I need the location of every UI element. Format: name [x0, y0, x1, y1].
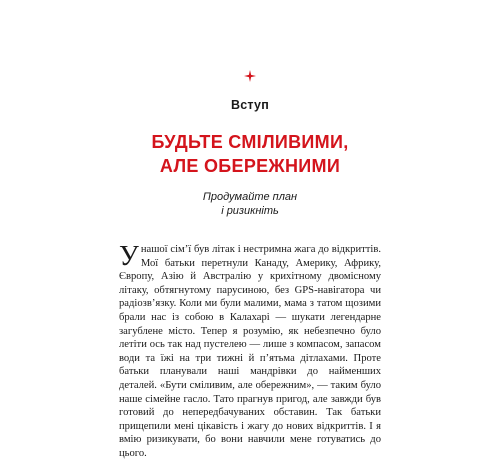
- body-text: [119, 243, 381, 461]
- star-ornament-icon: [244, 70, 256, 82]
- chapter-title: [0, 130, 500, 178]
- chapter-subtitle-line-2: і ризикніть: [221, 204, 279, 217]
- body-paragraph-text: нашої сім’ї був літак і нестримна жага до відкриттів. Мої батьки перетнули Канаду, Америку, Африку, Європу, Азію й Австралію у крихітному двомісному літаку, обтягнутому парусиною, без GPS-навігатора чи радіозв’язку. Коли ми були малими, мама з татом щозими брали нас із собою в Калахарі — шукати легендарне загублене місто. Тепер я розумію, як небезпечно було летіти ось так над пустелею — лише з компасом, запасом води та їжі на три тижні й п’ятьма дітлахами. Проте батьки планували наші мандрівки до найменших деталей. «Бути сміливим, але обережним», — таким було наше сімейне гасло. Тато прагнув пригод, але завжди був готовий до непередбачуваних обставин. Так батьки прищепили мені цікавість і жагу до нових відкриттів. І я вмію ризикувати, бо вони навчили мене готуватись до цього.: [119, 244, 381, 459]
- drop-cap: У: [119, 241, 139, 272]
- chapter-subtitle: [0, 191, 500, 218]
- body-paragraph: [119, 243, 381, 461]
- chapter-title-line-1: БУДЬТЕ СМІЛИВИМИ,: [151, 132, 349, 152]
- chapter-label: Вступ: [231, 98, 269, 112]
- chapter-subtitle-line-1: Продумайте план: [202, 191, 298, 203]
- chapter-title-line-2: АЛЕ ОБЕРЕЖНИМИ: [159, 156, 341, 176]
